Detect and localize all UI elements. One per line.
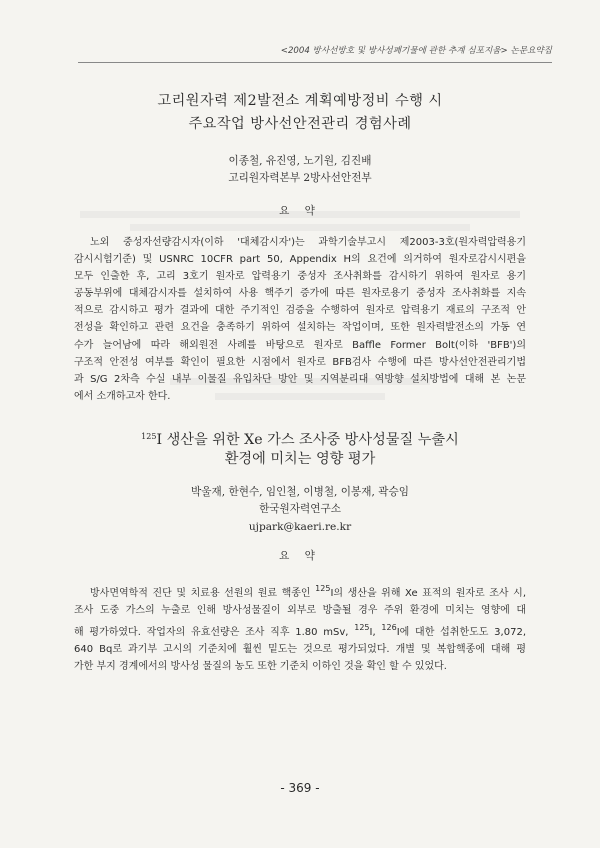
abstract-line: 감시시험기준) 및 USNRC 10CFR part 50, Appendix H의 요건에 의거하여 원자로감시시편을 — [74, 254, 526, 266]
abstract-line: 구조적 안전성 여부를 확인이 필요한 시점에서 원자로 BFB검사 수행에 따른 방사선안전관리기법 — [74, 356, 526, 368]
abstract-line: 적으로 감시하고 평가 결과에 대한 주기적인 검증을 수행하여 원자로 압력용기 재료의 구조적 안 — [74, 305, 526, 317]
abstract-line: 노외 중성자선량감시자(이하 '대체감시자')는 과학기술부고시 제2003-3호(원자력압력용기 — [90, 237, 526, 248]
paper2-title-line2: 환경에 미치는 영향 평가 — [224, 451, 376, 467]
running-header: <2004 방사선방호 및 방사성폐기물에 관한 추계 심포지움> 논문요약집 — [280, 46, 552, 56]
text-run: 해 평가하였다. 작업자의 유효선량은 조사 직후 1.80 mSv, — [74, 627, 355, 639]
header-rule — [78, 62, 552, 63]
isotope-superscript: 125 — [354, 623, 370, 633]
abstract-line: 조사 도중 가스의 누출로 인해 방사성물질이 외부로 방출될 경우 주위 환경에 미치는 영향에 대 — [74, 605, 526, 617]
paper1-authors: 이종철, 유진영, 노기원, 김진배 — [228, 155, 372, 167]
abstract-line: 640 Bq로 과기부 고시의 기준치에 훨씬 밑도는 것으로 평가되었다. 개별 및 복합핵종에 대해 평 — [74, 644, 526, 656]
abstract-line: 수가 늘어남에 따라 해외원전 사례를 바탕으로 원자로 Baffle Former Bolt(이하 'BFB')의 — [74, 339, 526, 351]
bleed-through-mark — [130, 224, 470, 231]
abstract-line: 에서 소개하고자 한다. — [74, 390, 171, 402]
paper1-title-line2: 주요작업 방사선안전관리 경험사례 — [188, 116, 412, 132]
abstract-line: 전성을 확인하고 관련 요건을 충족하기 위하여 설치하는 작업이며, 또한 원자력발전소의 가동 연 — [74, 322, 526, 334]
paper2-title-text: I 생산을 위한 Xe 가스 조사중 방사성물질 누출시 — [156, 432, 459, 448]
text-run: I에 대한 섭취한도도 3,072, — [396, 627, 526, 639]
paper2-abstract-heading: 요 약 — [279, 550, 321, 562]
page-number: - 369 - — [280, 781, 320, 795]
abstract-line — [74, 619, 526, 641]
paper1-affiliation: 고리원자력본부 2방사선안전부 — [228, 172, 372, 184]
paper1-title-line1: 고리원자력 제2발전소 계획예방정비 수행 시 — [157, 93, 443, 109]
paper2-abstract — [74, 580, 526, 675]
text-run: 방사면역학적 진단 및 치료용 선원의 원료 핵종인 — [90, 588, 316, 599]
text-run: I의 생산을 위해 Xe 표적의 원자로 조사 시, — [330, 588, 526, 599]
isotope-superscript: 125 — [315, 584, 331, 593]
abstract-line: 과 S/G 2차측 수실 내부 이물질 유입차단 방안 및 지역분리대 역방향 설치방법에 대해 본 논문 — [74, 373, 526, 385]
text-run: I, — [369, 627, 382, 639]
isotope-superscript: 126 — [381, 623, 397, 633]
abstract-line: 모두 인출한 후, 고리 3호기 원자로 압력용기 중성자 조사취화를 감시하기 위하여 원자로 용기 — [74, 271, 526, 283]
abstract-line: 공동부위에 대체감시자를 설치하여 사용 핵주기 증가에 따른 원자로용기 중성자 조사취화를 지속 — [74, 288, 526, 300]
paper1-abstract-heading: 요 약 — [279, 205, 321, 217]
paper2-affiliation: 한국원자력연구소 — [259, 503, 341, 515]
abstract-line — [74, 580, 526, 602]
paper2-authors: 박울재, 한현수, 임인철, 이병철, 이봉재, 곽승임 — [191, 486, 409, 498]
abstract-line: 가한 부지 경계에서의 방사성 물질의 농도 또한 기준치 이하인 것을 확인 할 수 있었다. — [74, 661, 447, 673]
paper2-email: ujpark@kaeri.re.kr — [248, 521, 352, 533]
paper1-abstract — [74, 234, 526, 405]
isotope-superscript: 125 — [141, 432, 157, 441]
